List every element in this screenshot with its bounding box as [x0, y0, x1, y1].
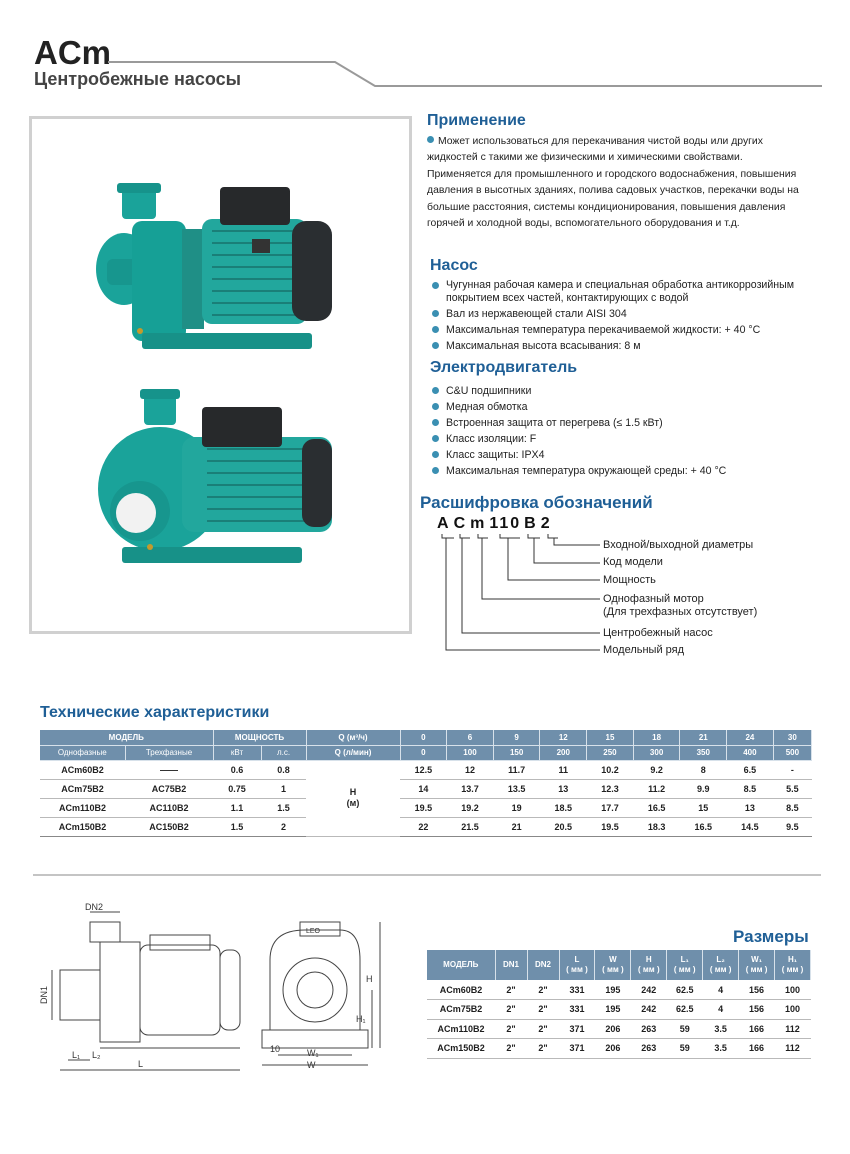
- q-value: 350: [680, 745, 727, 760]
- cell: 20.5: [540, 817, 587, 836]
- label-l2: L₂: [92, 1050, 101, 1060]
- col-unit: ( мм ): [673, 965, 696, 974]
- col-label: L₁: [680, 955, 689, 964]
- col-label: W₁: [751, 955, 762, 964]
- table-row: [40, 798, 812, 817]
- cell: 11.7: [493, 760, 540, 779]
- label-ten: 10: [270, 1044, 281, 1054]
- q-value: 21: [680, 730, 727, 745]
- spec-table: [40, 730, 812, 837]
- list-item: Максимальная высота всасывания: 8 м: [430, 339, 810, 355]
- cell: ACm150B2: [40, 817, 125, 836]
- code-part: m: [470, 515, 487, 532]
- table-row: [427, 1039, 811, 1059]
- label-h: H: [366, 974, 373, 984]
- cell: 4: [703, 980, 739, 1000]
- list-item: C&U подшипники: [430, 384, 810, 400]
- code-part: A: [437, 515, 451, 532]
- table-row: [40, 817, 812, 836]
- cell: ACm110B2: [427, 1019, 495, 1039]
- cell: 11.2: [633, 779, 680, 798]
- legend-series: Модельный ряд: [603, 644, 685, 656]
- cell: 195: [595, 980, 631, 1000]
- label-dn2: DN2: [85, 902, 104, 912]
- q-value: 100: [447, 745, 494, 760]
- legend-single-phase: Однофазный мотор: [603, 593, 704, 605]
- table-row: [427, 980, 811, 1000]
- cell: 12: [447, 760, 494, 779]
- cell: 1.5: [213, 817, 261, 836]
- list-item: Максимальная температура перекачиваемой жидкости: + 40 °C: [430, 323, 810, 339]
- application-title: Применение: [427, 112, 526, 129]
- cell: 242: [631, 1000, 667, 1020]
- dims-col: [595, 950, 631, 980]
- cell: 156: [739, 980, 775, 1000]
- cell: 9.5: [773, 817, 811, 836]
- q-value: 400: [727, 745, 774, 760]
- cell: 2": [527, 1000, 559, 1020]
- cell: 206: [595, 1019, 631, 1039]
- list-item: Класс защиты: IPX4: [430, 448, 810, 464]
- cell: 2": [495, 1039, 527, 1059]
- pump-title: Насос: [430, 257, 478, 274]
- page-subtitle: Центробежные насосы: [34, 69, 241, 89]
- cell: 0.8: [261, 760, 306, 779]
- cell: 13.7: [447, 779, 494, 798]
- cell: 166: [739, 1039, 775, 1059]
- col-label: H₁: [787, 955, 798, 964]
- col-unit: ( мм ): [781, 965, 804, 974]
- col-label: L₂: [716, 955, 725, 964]
- cell: 21.5: [447, 817, 494, 836]
- q-value: 300: [633, 745, 680, 760]
- cell: 206: [595, 1039, 631, 1059]
- label-h1: H₁: [356, 1014, 366, 1024]
- cell: AC110B2: [125, 798, 213, 817]
- list-item: Класс изоляции: F: [430, 432, 810, 448]
- cell: 62.5: [667, 980, 703, 1000]
- legend-three-phase-note: (Для трехфазных отсутствует): [603, 606, 758, 618]
- cell: 12.5: [400, 760, 447, 779]
- col-unit: ( мм ): [566, 965, 588, 974]
- q-value: 6: [447, 730, 494, 745]
- cell: 100: [775, 1000, 811, 1020]
- cell: 1.1: [213, 798, 261, 817]
- col-label: H: [645, 955, 652, 964]
- col-unit: ( мм ): [638, 965, 660, 974]
- q-value: 15: [587, 730, 634, 745]
- cell: 13: [727, 798, 774, 817]
- cell: 16.5: [633, 798, 680, 817]
- code-part: 2: [540, 515, 552, 532]
- cell: 371: [559, 1039, 595, 1059]
- dims-col: [703, 950, 739, 980]
- cell: 0.6: [213, 760, 261, 779]
- cell: 1: [261, 779, 306, 798]
- cell: 100: [775, 980, 811, 1000]
- cell: 1.5: [261, 798, 306, 817]
- cell: 166: [739, 1019, 775, 1039]
- dimensions-title: Размеры: [733, 927, 809, 946]
- label-dn1: DN1: [39, 985, 49, 1004]
- cell: ACm60B2: [427, 980, 495, 1000]
- dimensions-table: [427, 950, 811, 1059]
- q-value: 12: [540, 730, 587, 745]
- col-label: DN2: [534, 960, 551, 969]
- cell: 331: [559, 980, 595, 1000]
- col-kw: кВт: [213, 745, 261, 760]
- cell: -: [773, 760, 811, 779]
- q-value: 150: [493, 745, 540, 760]
- pump-illustration: [32, 119, 409, 631]
- cell: 263: [631, 1019, 667, 1039]
- dims-col: [427, 950, 495, 980]
- col-power: МОЩНОСТЬ: [213, 730, 306, 745]
- cell: ACm75B2: [40, 779, 125, 798]
- table-row: [40, 779, 812, 798]
- cell: 3.5: [703, 1019, 739, 1039]
- label-l: L: [138, 1059, 144, 1069]
- spec-header-row: [40, 730, 812, 745]
- pump-side-view: [96, 183, 332, 349]
- motor-title: Электродвигатель: [430, 359, 578, 376]
- cell: ACm110B2: [40, 798, 125, 817]
- product-photo: [29, 116, 412, 634]
- col-label: W: [609, 955, 617, 964]
- table-row: [427, 1019, 811, 1039]
- legend-power: Мощность: [603, 574, 656, 586]
- q-value: 250: [587, 745, 634, 760]
- motor-features: [430, 384, 810, 480]
- cell: 8: [680, 760, 727, 779]
- brand-logo: LEO: [306, 928, 321, 935]
- cell: 12.3: [587, 779, 634, 798]
- dims-col: [495, 950, 527, 980]
- decode-title: Расшифровка обозначений: [420, 493, 653, 512]
- cell: 22: [400, 817, 447, 836]
- header-rule: [0, 0, 850, 100]
- col-q-lmin: Q (л/мин): [306, 745, 400, 760]
- list-item: Встроенная защита от перегрева (≤ 1.5 кВт): [430, 416, 810, 432]
- cell: 6.5: [727, 760, 774, 779]
- cell: 19: [493, 798, 540, 817]
- cell: 195: [595, 1000, 631, 1020]
- cell: AC150B2: [125, 817, 213, 836]
- cell: 16.5: [680, 817, 727, 836]
- cell: AC75B2: [125, 779, 213, 798]
- col-label: L: [574, 955, 580, 964]
- dims-col: [527, 950, 559, 980]
- q-value: 9: [493, 730, 540, 745]
- cell: 18.3: [633, 817, 680, 836]
- label-w1: W₁: [307, 1048, 319, 1058]
- col-three: Трехфазные: [125, 745, 213, 760]
- cell: 2": [527, 1039, 559, 1059]
- cell: 11: [540, 760, 587, 779]
- list-item: Максимальная температура окружающей среды: + 40 °C: [430, 464, 810, 480]
- cell: 4: [703, 1000, 739, 1020]
- section-divider: [33, 874, 821, 876]
- dims-col: [559, 950, 595, 980]
- label-w: W: [307, 1060, 316, 1070]
- dims-col: [775, 950, 811, 980]
- q-value: 0: [400, 745, 447, 760]
- cell: 371: [559, 1019, 595, 1039]
- application-text: Может использоваться для перекачивания чистой воды или других жидкостей с такими же физическими и химическими свойствами. Применяется для промышленного и городского водоснабжения, повышения давления в высотных зданиях, полива садовых участков, перекачки воды на большие расстояния, системы кондиционирования, повышения давления горячей и холодной воды, вспомогательного оборудования и т.д.: [427, 136, 799, 230]
- cell: 2": [495, 980, 527, 1000]
- decode-leader-lines: [430, 530, 610, 660]
- label-l1: L₁: [72, 1050, 81, 1060]
- cell: 2": [495, 1019, 527, 1039]
- cell: 13: [540, 779, 587, 798]
- cell: 8.5: [773, 798, 811, 817]
- cell: 331: [559, 1000, 595, 1020]
- cell: 5.5: [773, 779, 811, 798]
- cell: 9.9: [680, 779, 727, 798]
- cell: 3.5: [703, 1039, 739, 1059]
- cell: 59: [667, 1039, 703, 1059]
- pump-features: [430, 279, 810, 355]
- cell: 0.75: [213, 779, 261, 798]
- brand-title: ACm: [34, 34, 112, 71]
- q-value: 30: [773, 730, 811, 745]
- head-label-cell: [306, 760, 400, 836]
- list-item: Вал из нержавеющей стали AISI 304: [430, 307, 810, 323]
- h-label: H: [349, 787, 357, 797]
- dimension-drawing: [30, 900, 390, 1080]
- cell: 17.7: [587, 798, 634, 817]
- cell: 2: [261, 817, 306, 836]
- dims-col: [667, 950, 703, 980]
- col-single: Однофазные: [40, 745, 125, 760]
- cell: 15: [680, 798, 727, 817]
- cell: 19.5: [400, 798, 447, 817]
- table-row: [427, 1000, 811, 1020]
- col-label: DN1: [502, 960, 519, 969]
- cell: 112: [775, 1039, 811, 1059]
- cell: 2": [495, 1000, 527, 1020]
- code-part: C: [453, 515, 468, 532]
- cell: ACm150B2: [427, 1039, 495, 1059]
- h-unit: (м): [346, 798, 360, 808]
- dims-col: [631, 950, 667, 980]
- q-value: 0: [400, 730, 447, 745]
- cell: 14.5: [727, 817, 774, 836]
- cell: 2": [527, 1019, 559, 1039]
- col-unit: ( мм ): [602, 965, 624, 974]
- dims-col: [739, 950, 775, 980]
- cell: 21: [493, 817, 540, 836]
- cell: 13.5: [493, 779, 540, 798]
- cell: 9.2: [633, 760, 680, 779]
- cell: 263: [631, 1039, 667, 1059]
- bullet-icon: [427, 136, 434, 143]
- cell: 112: [775, 1019, 811, 1039]
- table-row: [40, 760, 812, 779]
- cell: 2": [527, 980, 559, 1000]
- q-value: 18: [633, 730, 680, 745]
- legend-diameters: Входной/выходной диаметры: [603, 539, 754, 551]
- col-unit: ( мм ): [709, 965, 732, 974]
- tech-title: Технические характеристики: [40, 704, 270, 721]
- cell: 18.5: [540, 798, 587, 817]
- code-part: 110: [489, 515, 522, 532]
- cell: 62.5: [667, 1000, 703, 1020]
- cell: 156: [739, 1000, 775, 1020]
- cell: 19.5: [587, 817, 634, 836]
- legend-centrifugal: Центробежный насос: [603, 627, 713, 639]
- col-hp: л.с.: [261, 745, 306, 760]
- cell: ——: [125, 760, 213, 779]
- col-model: МОДЕЛЬ: [40, 730, 213, 745]
- list-item: Чугунная рабочая камера и специальная обработка антикоррозийным покрытием всех частей, контактирующих с водой: [430, 279, 810, 307]
- q-value: 24: [727, 730, 774, 745]
- dims-header-row: [427, 950, 811, 980]
- q-value: 500: [773, 745, 811, 760]
- cell: ACm60B2: [40, 760, 125, 779]
- cell: ACm75B2: [427, 1000, 495, 1020]
- col-label: МОДЕЛЬ: [443, 960, 479, 969]
- code-part: B: [524, 515, 538, 532]
- cell: 59: [667, 1019, 703, 1039]
- cell: 14: [400, 779, 447, 798]
- cell: 19.2: [447, 798, 494, 817]
- col-unit: ( мм ): [745, 965, 768, 974]
- list-item: Медная обмотка: [430, 400, 810, 416]
- spec-header-row: [40, 745, 812, 760]
- cell: 8.5: [727, 779, 774, 798]
- q-value: 200: [540, 745, 587, 760]
- legend-model-code: Код модели: [603, 556, 663, 568]
- col-q-m3h: Q (м³/ч): [306, 730, 400, 745]
- cell: 10.2: [587, 760, 634, 779]
- cell: 242: [631, 980, 667, 1000]
- pump-front-view: [98, 389, 332, 563]
